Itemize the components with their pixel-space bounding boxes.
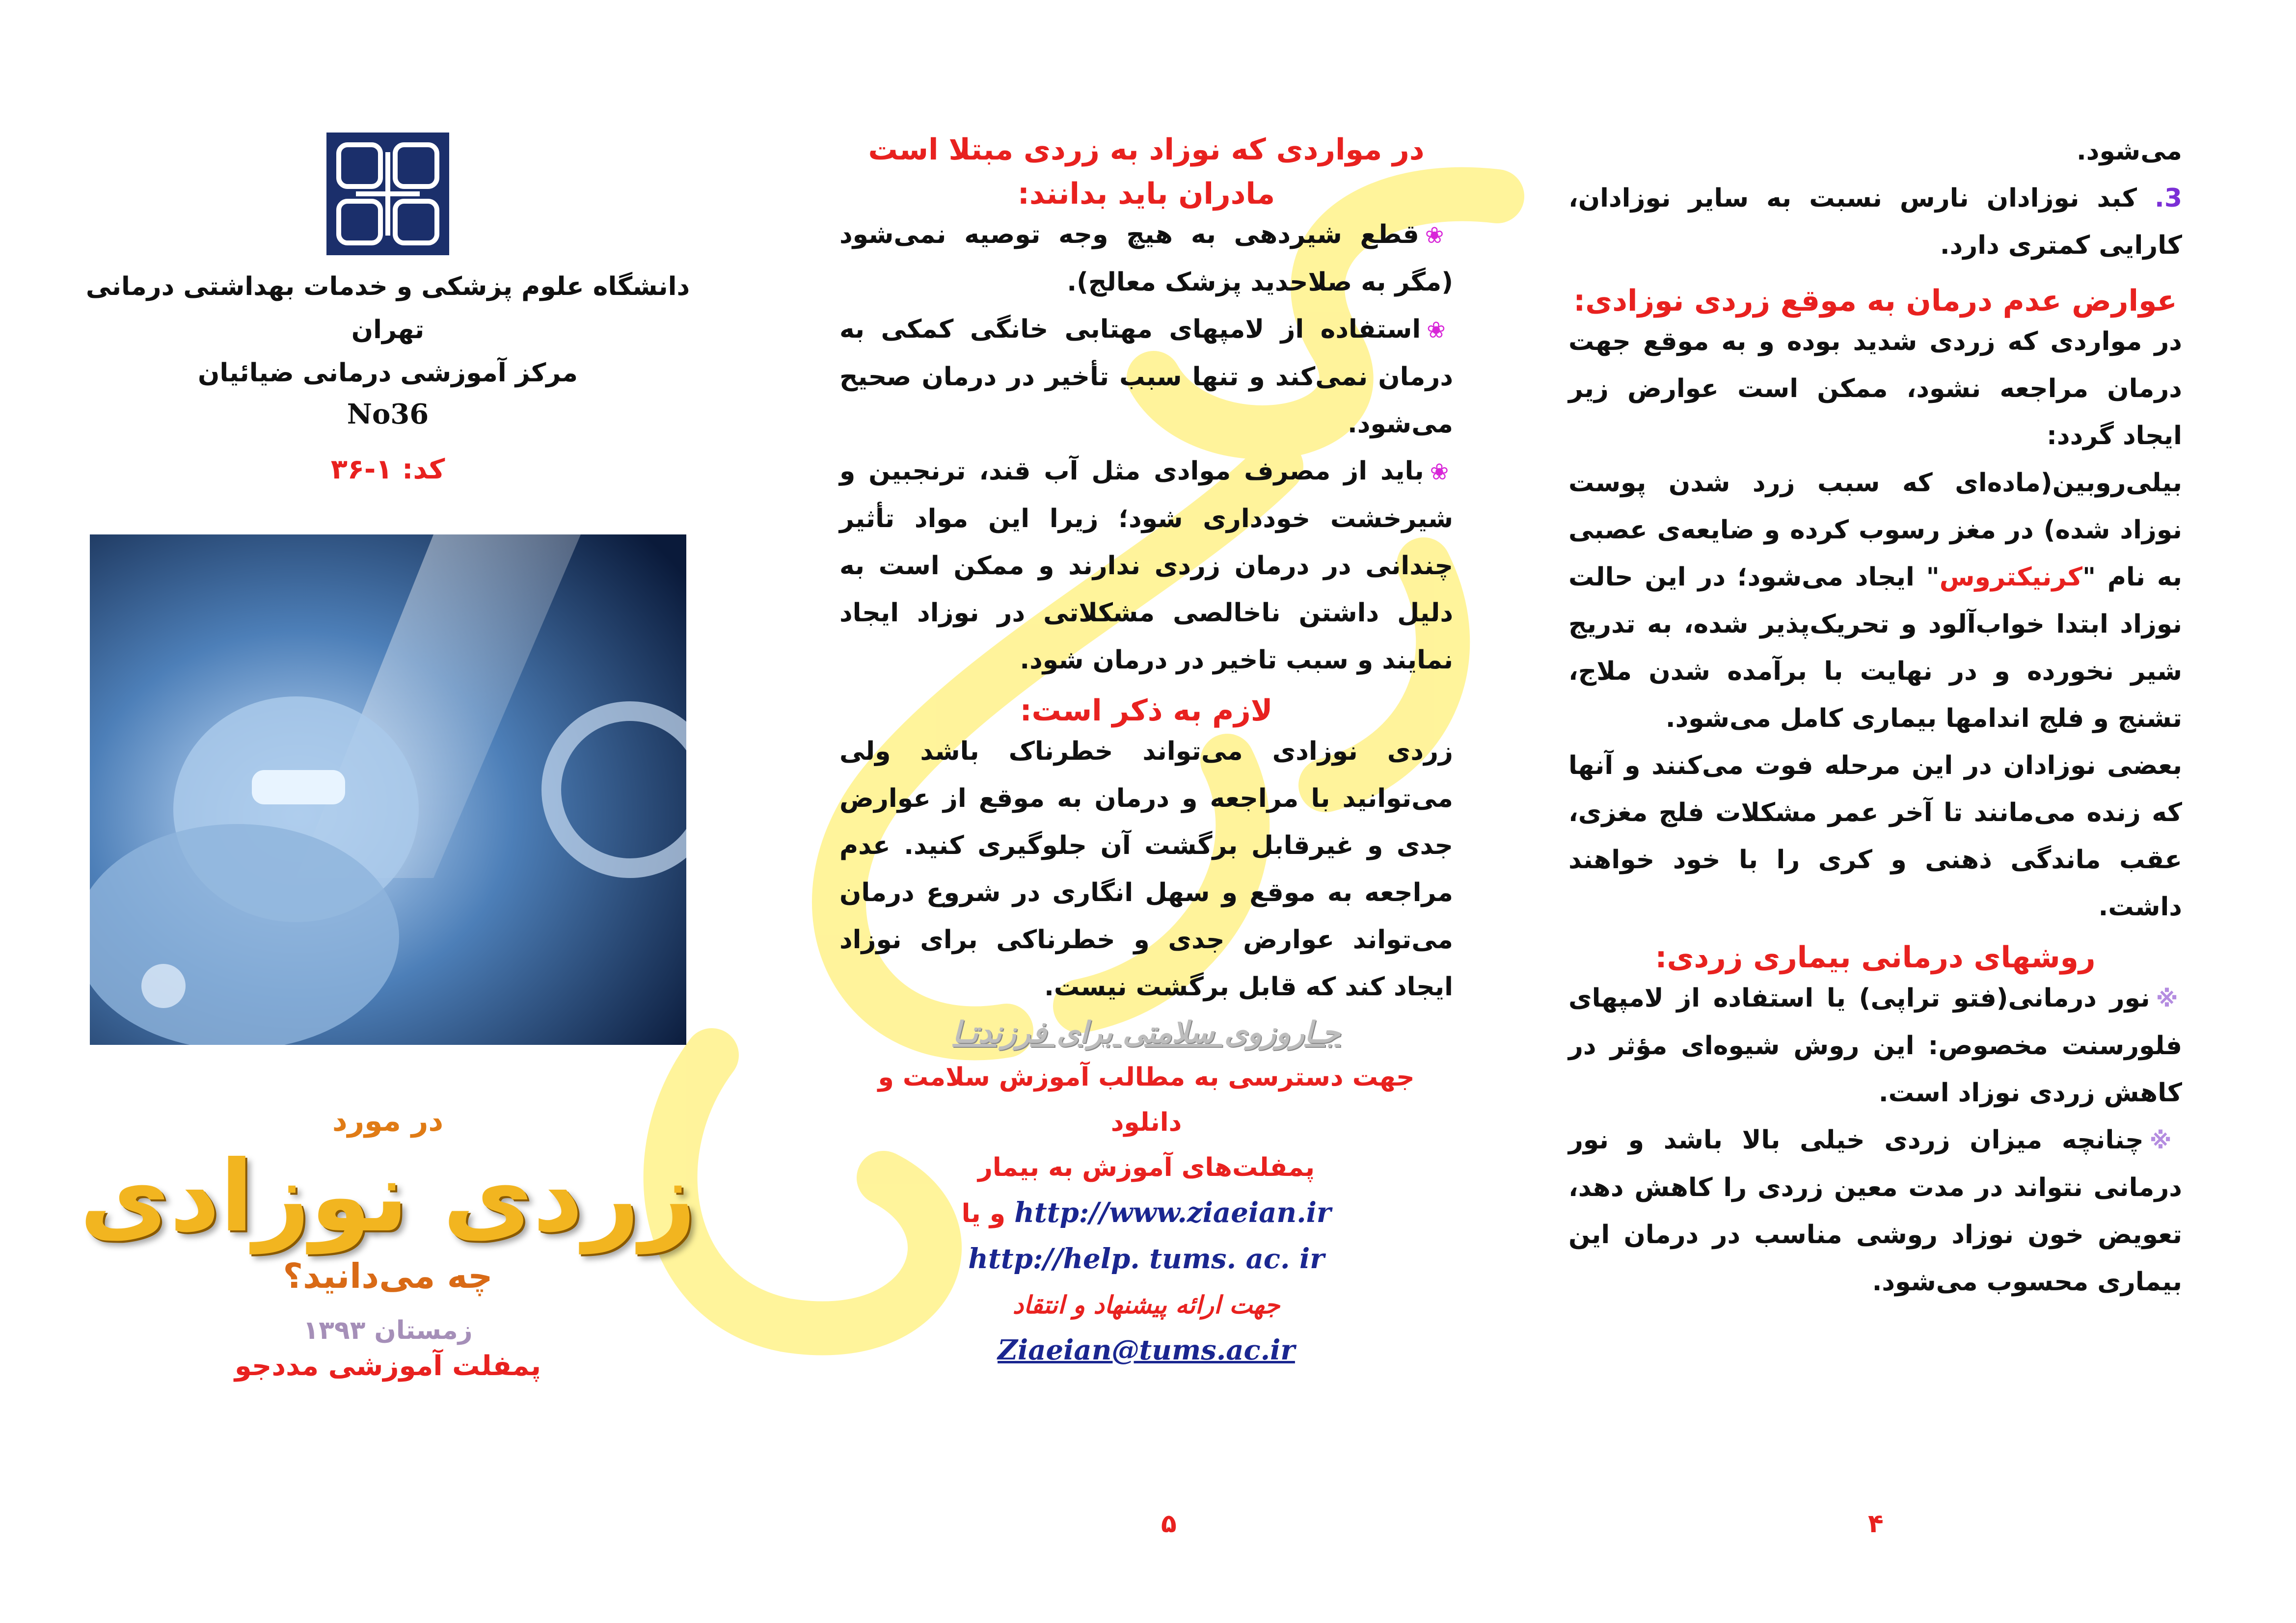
mother-tip-2: [839, 306, 1453, 448]
tip-3-text: باید از مصرف موادی مثل آب قند، ترنجبین و شیرخشت خودداری شود؛ زیرا این مواد تأثیر چندانی در درمان زردی ندارند و ممکن است به دلیل داشتن ناخالصی مشکلاتی در نوزاد ایجاد نمایند و سبب تاخیر در درمان شود.: [839, 456, 1453, 675]
complications-heading: عوارض عدم درمان به موقع زردی نوزادی:: [1573, 284, 2177, 318]
pamphlet-type: پمفلت آموزشی مددجو: [234, 1350, 541, 1382]
suggest-text: جهت ارائه پیشنهاد و انتقاد: [1012, 1291, 1280, 1319]
mothers-heading: مادران باید بدانند:: [1017, 177, 1275, 211]
email-line: [839, 1328, 1453, 1374]
item-3-number: 3.: [2155, 184, 2182, 213]
slogan: جـاروزوی سلامتی برای فرزندتـا: [952, 1015, 1340, 1050]
suggest-line: [839, 1282, 1453, 1328]
item-3-text: کبد نوزادان نارس نسبت به سایر نوزادان، کارایی کمتری دارد.: [1568, 184, 2182, 260]
flower-bullet-icon: ❀: [1425, 222, 1453, 248]
middle-panel: [839, 133, 1453, 1374]
flower-bullet-icon: ❀: [1430, 458, 1454, 485]
continued-line: می‌شود.: [2077, 136, 2182, 166]
treatment-1-text: نور درمانی(فتو تراپی) یا استفاده از لامپهای فلورسنت مخصوص: این روش شیوه‌ای مؤثر در کاهش زردی نوزاد است.: [1568, 984, 2182, 1108]
note-paragraph: زردی نوزادی می‌تواند خطرناک باشد ولی می‌توانید با مراجعه و درمان به موقع از عوارض جدی و غیرقابل برگشت آن جلوگیری کنید. عدم مراجعه به موقع و سهل انگاری در شروع درمان می‌تواند عوارض جدی و خطرناکی برای نوزاد ایجاد کند که قابل برگشت نیست.: [839, 737, 1453, 1002]
website-link[interactable]: http://www.ziaeian.ir: [1014, 1197, 1331, 1229]
cover-title: زردی نوزادی: [80, 1140, 696, 1254]
kernicterus-term: کرنیکتروس: [1939, 562, 2082, 592]
mother-tip-1: [839, 211, 1453, 306]
right-panel: [1568, 128, 2182, 1305]
treatment-exchange: [1568, 1117, 2182, 1305]
asterisk-icon: ※: [2156, 985, 2182, 1012]
url-line-2: [839, 1236, 1453, 1282]
email-link[interactable]: Ziaeian@tums.ac.ir: [998, 1334, 1295, 1366]
page-number-4: ۴: [1868, 1509, 1884, 1539]
treatment-2-text: چنانچه میزان زردی خیلی بالا باشد و نور درمانی نتواند در مدت معین زردی را کاهش دهد، تعویض خون نوزاد روشی مناسب در درمان این بیماری محسوب می‌شود.: [1568, 1125, 2182, 1297]
outcome-paragraph: بعضی نوزادان در این مرحله فوت می‌کنند و آنها که زنده می‌مانند تا آخر عمر مشکلات فلج مغزی، عقب ماندگی ذهنی و کری را با خود خواهند داشت.: [1568, 751, 2182, 922]
note-heading: لازم به ذکر است:: [1020, 693, 1273, 728]
about-label: در مورد: [332, 1104, 444, 1138]
mother-tip-3: [839, 448, 1453, 684]
university-logo: [326, 133, 449, 255]
tip-2-text: استفاده از لامپهای مهتابی خانگی کمکی به درمان نمی‌کند و تنها سبب تأخیر در درمان صحیح می‌شود.: [839, 315, 1453, 439]
cover-panel: [49, 133, 727, 1382]
url-line-1: [839, 1190, 1453, 1236]
or-text: و یا: [961, 1199, 1006, 1228]
kernicterus-text-a: بیلی‌روبین(ماده‌ای که سبب زرد شدن پوست نوزاد شده) در مغز رسوب کرده و ضایعه‌ی عصبی به نام ": [1568, 468, 2182, 592]
contact-footer: [839, 1015, 1453, 1374]
kernicterus-paragraph: [1568, 459, 2182, 742]
asterisk-icon: ※: [2149, 1127, 2182, 1154]
complications-intro: در مواردی که زردی شدید بوده و به موقع جهت درمان مراجعه نشود، ممکن است عوارض زیر ایجاد گردد:: [1568, 327, 2182, 451]
cover-question: چه می‌دانید؟: [283, 1256, 493, 1296]
treatment-phototherapy: [1568, 975, 2182, 1117]
pamphlet-code: کد: ۱-۳۶: [330, 453, 445, 485]
kernicterus-text-b: " ایجاد می‌شود؛ در این حالت نوزاد ابتدا خواب‌آلود و تحریک‌پذیر شده، به تدریج شیر نخورده و در نهایت با برآمده شدن ملاج، تشنج و فلج اندامها بیماری کامل می‌شود.: [1568, 562, 2182, 733]
center-name: مرکز آموزشی درمانی ضیائیان: [198, 358, 578, 388]
newborn-phototherapy-photo: [90, 534, 686, 1045]
pamphlet-number: No36: [347, 398, 429, 430]
flower-bullet-icon: ❀: [1427, 317, 1453, 343]
treatment-heading: روشهای درمانی بیماری زردی:: [1655, 940, 2096, 975]
university-name: دانشگاه علوم پزشکی و خدمات بهداشتی درمانی تهران: [85, 272, 690, 345]
page-number-5: ۵: [1161, 1509, 1177, 1539]
season-date: زمستان ۱۳۹۳: [303, 1316, 473, 1345]
access-line-1: جهت دسترسی به مطالب آموزش سلامت و دانلود: [878, 1063, 1415, 1137]
access-line-2: پمفلت‌های آموزش به بیمار: [977, 1153, 1315, 1182]
item-3: [1568, 175, 2182, 269]
tip-1-text: قطع شیردهی به هیچ وجه توصیه نمی‌شود (مگر به صلاحدید پزشک معالج).: [839, 220, 1453, 297]
help-link[interactable]: http://help. tums. ac. ir: [968, 1243, 1324, 1275]
main-heading: در مواردی که نوزاد به زردی مبتلا است: [868, 133, 1425, 167]
